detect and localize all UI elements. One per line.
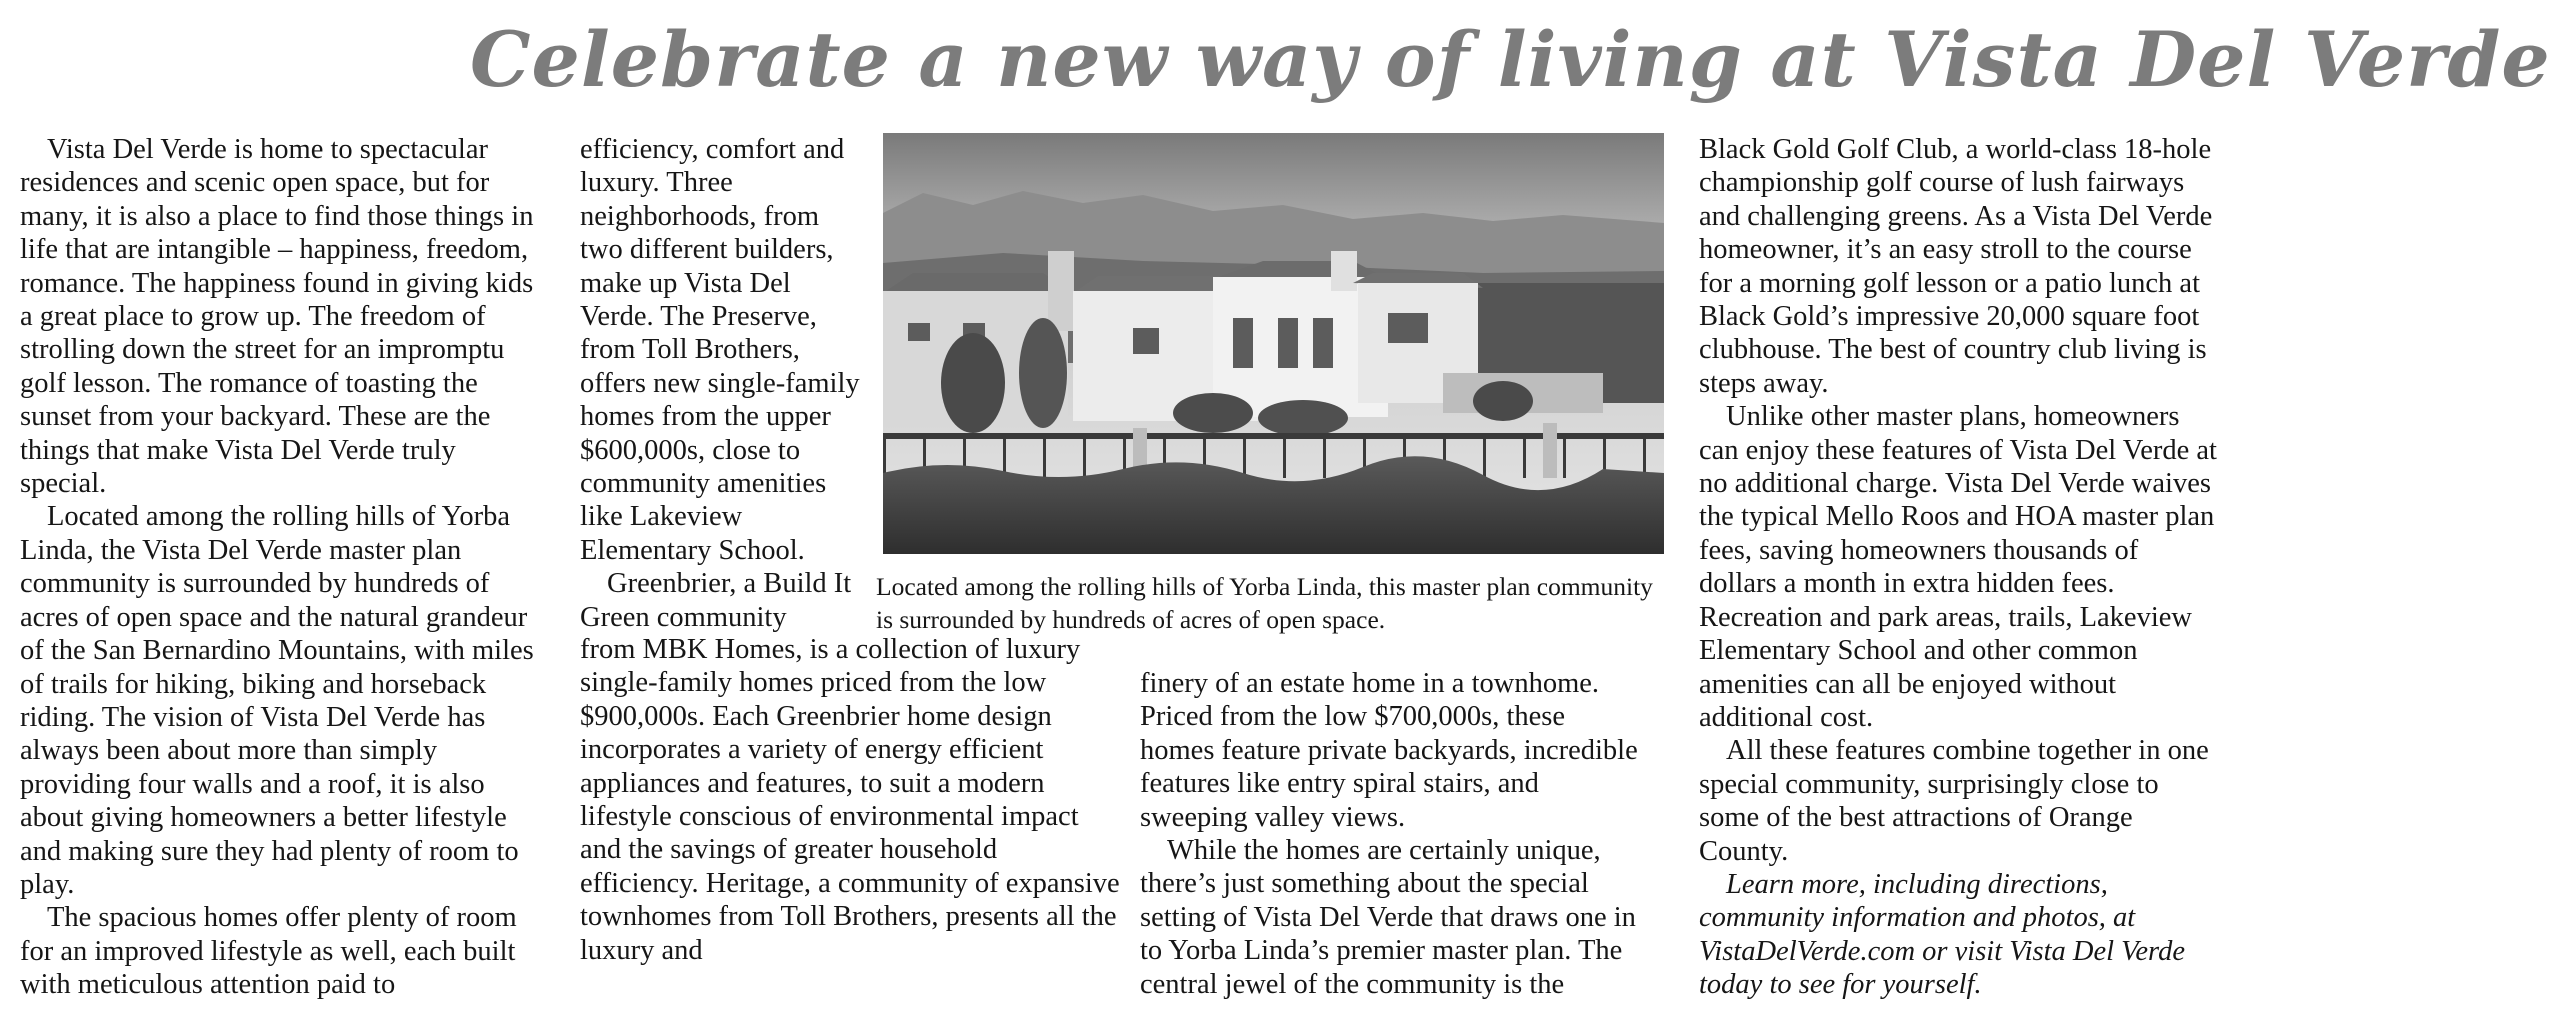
photo-caption: Located among the rolling hills of Yorba Linda, this master plan community is surrounded by hundreds of acres of open space. <box>876 572 1653 634</box>
article-column-3 <box>1140 667 1640 1001</box>
paragraph: The spacious homes offer plenty of room for an improved lifestyle as well, each built with meticulous attention paid to <box>20 902 517 1001</box>
paragraph: from MBK Homes, is a collection of luxury single-family homes priced from the low $900,000s. Each Greenbrier home design incorporates a variety of energy efficient appliances and features, to suit a modern lifestyle conscious of environmental impact and the savings of greater household efficiency. Heritage, a community of expansive townhomes from Toll Brothers, presents all the luxury and <box>580 634 1120 966</box>
closing-call-to-action: Learn more, including directions, community information and photos, at VistaDelVerde.com or visit Vista Del Verde today to see for yourself. <box>1699 868 2185 1001</box>
article-column-1 <box>20 133 540 1002</box>
paragraph: efficiency, comfort and luxury. Three neighborhoods, from two different builders, make up Vista Del Verde. The Preserve, from Toll Brothers, offers new single-family homes from the upper $600,000s, close to community amenities like Lakeview Elementary School. <box>580 134 860 566</box>
article-column-2-upper <box>580 133 865 634</box>
paragraph: Located among the rolling hills of Yorba Linda, the Vista Del Verde master plan community is surrounded by hundreds of acres of open space and the natural grandeur of the San Bernardino Mountains, with miles of trails for hiking, biking and horseback riding. The vision of Vista Del Verde has always been about more than simply providing four walls and a roof, it is also about giving homeowners a better lifestyle and making sure they had plenty of room to play. <box>20 501 534 900</box>
paragraph: Unlike other master plans, homeowners can enjoy these features of Vista Del Verde at no additional charge. Vista Del Verde waives the typical Mello Roos and HOA master plan fees, saving homeowners thousands of dollars a month in extra hidden fees. Recreation and park areas, trails, Lakeview Elementary School and other common amenities can all be enjoyed without additional cost. <box>1699 401 2217 733</box>
paragraph: Black Gold Golf Club, a world-class 18-hole championship golf course of lush fairways and challenging greens. As a Vista Del Verde homeowner, it’s an easy stroll to the course for a morning golf lesson or a patio lunch at Black Gold’s impressive 20,000 square foot clubhouse. The best of country club living is steps away. <box>1699 134 2213 399</box>
community-photo <box>883 133 1664 554</box>
article-column-4 <box>1699 133 2217 1002</box>
paragraph: Greenbrier, a Build It Green community <box>580 568 852 633</box>
paragraph: Vista Del Verde is home to spectacular residences and scenic open space, but for many, it is also a place to find those things in life that are intangible – happiness, freedom, romance. The happiness found in giving kids a great place to grow up. The freedom of strolling down the street for an impromptu golf lesson. The romance of toasting the sunset from your backyard. These are the things that make Vista Del Verde truly special. <box>20 134 534 500</box>
paragraph: While the homes are certainly unique, there’s just something about the special setting of Vista Del Verde that draws one in to Yorba Linda’s premier master plan. The central jewel of the community is the <box>1140 835 1636 1000</box>
paragraph: finery of an estate home in a townhome. Priced from the low $700,000s, these homes feature private backyards, incredible features like entry spiral stairs, and sweeping valley views. <box>1140 668 1638 833</box>
headline: Celebrate a new way of living at Vista Del Verde <box>470 15 2551 104</box>
paragraph: All these features combine together in one special community, surprisingly close to some of the best attractions of Orange County. <box>1699 735 2209 867</box>
article-column-2-lower <box>580 633 1120 967</box>
